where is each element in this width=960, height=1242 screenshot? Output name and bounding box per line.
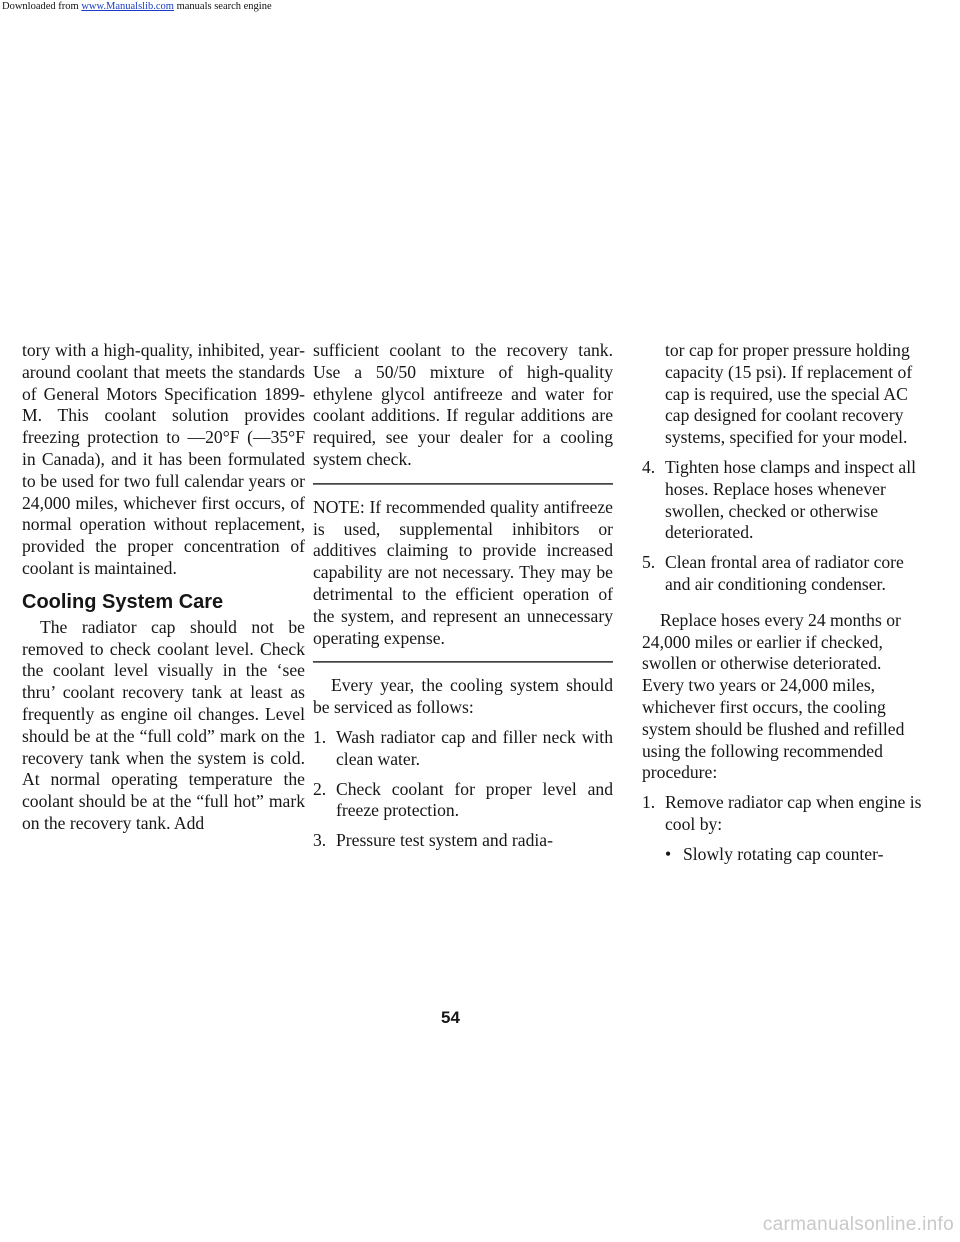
download-watermark [2,0,272,14]
left-column [22,340,305,835]
list-item: 1. Remove radiator cap when engine is cool by: [642,792,922,834]
coolant-paragraph: tory with a high-quality, inhibited, year-around coolant that meets the standards of General Motors Specification 1899-M. This coolant solution provides freezing protection to —20°F (—35°F in Canada), and it has been formulated to be used for two full calendar years or 24,000 miles, whichever first occurs, of normal operation without replacement, provided the proper concentration of coolant is maintained. [22,340,305,578]
bullet-item: • Slowly rotating cap counter- [665,843,884,864]
list-item: 3. Pressure test system and radia- [313,830,553,851]
section-heading: Cooling System Care [22,590,224,613]
note-divider-bottom [313,661,613,663]
right-column [642,340,925,866]
list-item: 4. Tighten hose clamps and inspect all hoses. Replace hoses whenever swollen, checked or otherwise deteriorated. [642,456,917,543]
middle-column [313,340,613,852]
list-item-continuation: tor cap for proper pressure holding capacity (15 psi). If replacement of cap is required, use the special AC cap designed for coolant recovery systems, specified for your model. [665,340,913,448]
list-item: 5. Clean frontal area of radiator core and air conditioning condenser. [642,552,904,594]
watermark-prefix: Downloaded from [2,1,82,12]
recovery-paragraph: sufficient coolant to the recovery tank. Use a 50/50 mixture of high-quality ethylene glycol antifreeze and water for coolant additions. If regular additions are required, see your dealer for a cooling system check. [313,340,613,469]
watermark-suffix: manuals search engine [173,1,272,12]
service-intro: Every year, the cooling system should be serviced as follows: [313,675,613,718]
list-item: 2. Check coolant for proper level and freeze protection. [313,778,613,821]
cooling-care-paragraph: The radiator cap should not be removed to check coolant level. Check the coolant level visually in the ‘see thru’ coolant recovery tank at least as frequently as engine oil changes. Level should be at the “full cold” mark on the recovery tank when the system is cold. At normal operating temperature the coolant should be at the “full hot” mark on the recovery tank. Add [22,616,305,833]
note-paragraph: NOTE: If recommended quality antifreeze is used, supplemental inhibitors or additives claiming to provide increased capability are not necessary. They may be detrimental to the efficient operation of the system, and represent an unnecessary operating expense. [313,496,613,648]
note-divider-top [313,483,613,485]
site-watermark: carmanualsonline.info [762,1214,954,1235]
hose-replacement-paragraph: Replace hoses every 24 months or 24,000 miles or earlier if checked, swollen or otherwise deteriorated. Every two years or 24,000 miles, whichever first occurs, the cooling system should be flushed and refilled using the following recommended procedure: [642,609,905,783]
list-item: 1. Wash radiator cap and filler neck with clean water. [313,726,613,769]
manualslib-link[interactable]: www.Manualslib.com [81,1,174,12]
page-number: 54 [441,1008,460,1027]
bullet-icon: • [665,843,672,864]
